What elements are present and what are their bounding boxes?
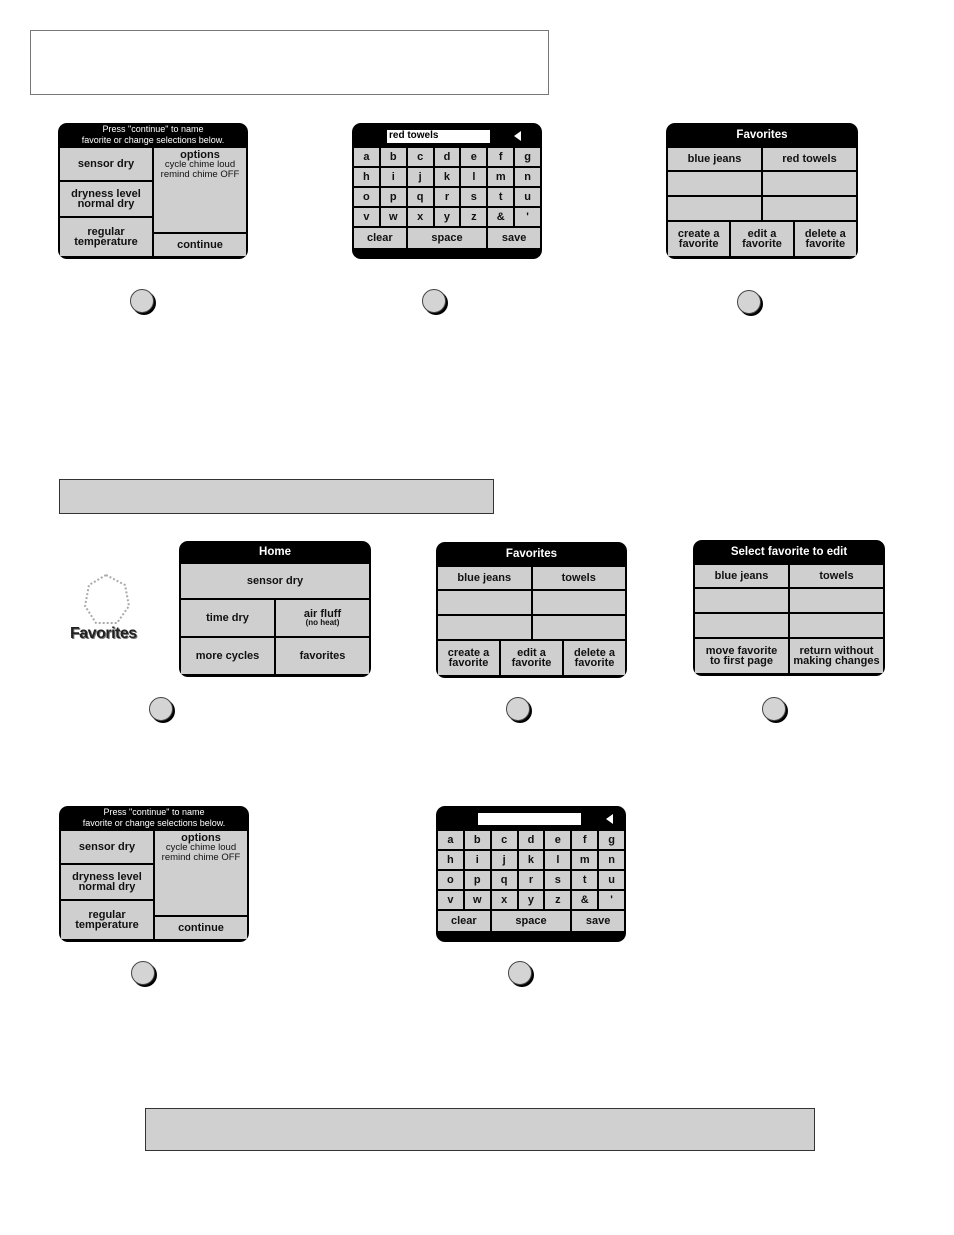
- key-c[interactable]: [492, 831, 517, 849]
- key-o[interactable]: [438, 871, 463, 889]
- favorite-slot-label: towels: [819, 570, 854, 582]
- options-header-line1: Press "continue" to name: [102, 124, 204, 134]
- key-d-label: d: [527, 834, 535, 846]
- key-m[interactable]: [572, 851, 597, 869]
- continue-button[interactable]: [155, 917, 247, 939]
- options-line2: remind chime OFF: [160, 169, 240, 180]
- key-ampersand-label: &: [580, 894, 589, 906]
- key-e-label: e: [470, 151, 477, 163]
- key-b-label: b: [473, 834, 481, 846]
- key-g-label: g: [524, 151, 531, 163]
- key-v-label: v: [447, 894, 454, 906]
- space-button[interactable]: [492, 911, 571, 931]
- key-u[interactable]: [599, 871, 624, 889]
- move-favorite-button-label-1: move favorite: [705, 645, 778, 657]
- key-v[interactable]: [438, 891, 463, 909]
- key-i[interactable]: [381, 168, 406, 186]
- key-d[interactable]: [519, 831, 544, 849]
- delete-favorite-button-label-2: favorite: [574, 657, 615, 669]
- space-button[interactable]: [408, 228, 487, 248]
- key-l-label: l: [556, 854, 560, 866]
- save-button-label: save: [585, 915, 611, 927]
- clear-button[interactable]: [438, 911, 490, 931]
- step-circle: [506, 697, 530, 721]
- options-screen-top: [58, 123, 248, 259]
- create-favorite-button-label-1: create a: [677, 228, 720, 240]
- key-g[interactable]: [599, 831, 624, 849]
- cycle-button[interactable]: [60, 148, 152, 180]
- create-favorite-button-label-2: favorite: [448, 657, 489, 669]
- favorite-slot[interactable]: [790, 565, 883, 587]
- dryness-button[interactable]: [60, 182, 152, 216]
- key-l-label: l: [472, 171, 476, 183]
- key-j[interactable]: [492, 851, 517, 869]
- return-without-changes-button-label-1: return without: [799, 645, 874, 657]
- edit-select-title: Select favorite to edit: [730, 546, 848, 558]
- key-l[interactable]: [461, 168, 486, 186]
- clear-button-label: clear: [367, 232, 393, 244]
- step-circle: [422, 289, 446, 313]
- dryness-value: normal dry: [78, 881, 136, 893]
- options-header: [59, 806, 249, 830]
- key-j-label: j: [502, 854, 506, 866]
- dryness-button[interactable]: [61, 865, 153, 899]
- key-c[interactable]: [408, 148, 433, 166]
- key-b[interactable]: [381, 148, 406, 166]
- backspace-icon[interactable]: [514, 131, 521, 141]
- favorite-slot[interactable]: [763, 197, 856, 220]
- keyboard-screen-bottom: [436, 806, 626, 942]
- key-n-label: n: [608, 854, 615, 866]
- clear-button[interactable]: [354, 228, 406, 248]
- favorites-button-label: Favorites: [70, 625, 137, 642]
- key-q[interactable]: [408, 188, 433, 206]
- key-t-label: t: [582, 874, 587, 886]
- key-apostrophe-label: ': [610, 894, 613, 906]
- key-k[interactable]: [435, 168, 460, 186]
- key-s[interactable]: [545, 871, 570, 889]
- key-f[interactable]: [488, 148, 513, 166]
- key-d-label: d: [443, 151, 451, 163]
- key-p[interactable]: [381, 188, 406, 206]
- favorite-slot[interactable]: [668, 197, 761, 220]
- key-j-label: j: [418, 171, 422, 183]
- temperature-button[interactable]: [61, 901, 153, 939]
- favorite-slot[interactable]: [438, 591, 531, 614]
- favorite-slot[interactable]: [438, 616, 531, 639]
- key-p[interactable]: [465, 871, 490, 889]
- cycle-label: sensor dry: [77, 158, 135, 170]
- favorites-title: Favorites: [505, 548, 558, 560]
- continue-label: continue: [178, 922, 224, 934]
- favorites-heptagon-icon[interactable]: [82, 572, 132, 626]
- key-n[interactable]: [515, 168, 540, 186]
- air-fluff-sublabel: (no heat): [305, 618, 340, 627]
- top-header-box: [30, 30, 549, 95]
- key-a[interactable]: [354, 148, 379, 166]
- key-h[interactable]: [354, 168, 379, 186]
- step-circle: [131, 961, 155, 985]
- key-e[interactable]: [545, 831, 570, 849]
- options-line2: remind chime OFF: [161, 852, 241, 863]
- edit-favorite-button-label-1: edit a: [517, 647, 546, 659]
- cycle-button[interactable]: [61, 831, 153, 863]
- key-w[interactable]: [465, 891, 490, 909]
- home-screen: [179, 541, 371, 677]
- options-screen-bottom: [59, 806, 249, 942]
- favorite-slot[interactable]: [668, 148, 761, 170]
- favorite-slot[interactable]: [533, 616, 626, 639]
- name-input[interactable]: red towels: [387, 130, 490, 143]
- footer-bar: [145, 1108, 815, 1151]
- key-f-label: f: [498, 151, 503, 163]
- options-header: [58, 123, 248, 147]
- create-favorite-button[interactable]: [668, 222, 729, 256]
- key-i[interactable]: [465, 851, 490, 869]
- favorites-button[interactable]: [276, 638, 369, 674]
- edit-favorite-button-label-2: favorite: [511, 657, 552, 669]
- key-i-label: i: [391, 171, 395, 183]
- key-k-label: k: [443, 171, 451, 183]
- key-k-label: k: [527, 854, 535, 866]
- options-header-line2: favorite or change selections below.: [81, 135, 225, 145]
- key-c-label: c: [501, 834, 508, 846]
- favorite-slot[interactable]: [533, 567, 626, 589]
- edit-favorite-button[interactable]: [501, 641, 562, 675]
- key-r-label: r: [528, 874, 534, 886]
- space-button-label: space: [431, 232, 463, 244]
- key-z[interactable]: [461, 208, 486, 226]
- key-x-label: x: [417, 211, 424, 223]
- key-ampersand[interactable]: [488, 208, 513, 226]
- dryness-value: normal dry: [77, 198, 135, 210]
- key-z[interactable]: [545, 891, 570, 909]
- dryness-label: dryness level: [71, 188, 141, 200]
- key-r[interactable]: [519, 871, 544, 889]
- key-s[interactable]: [461, 188, 486, 206]
- favorites-label: favorites: [299, 650, 346, 662]
- favorite-slot-label: blue jeans: [687, 153, 742, 165]
- key-x-label: x: [501, 894, 508, 906]
- temperature-line2: temperature: [74, 236, 138, 248]
- key-y-label: y: [527, 894, 535, 906]
- continue-button[interactable]: [154, 234, 246, 256]
- key-e[interactable]: [461, 148, 486, 166]
- options-header-line1: Press "continue" to name: [103, 807, 205, 817]
- key-t[interactable]: [488, 188, 513, 206]
- delete-favorite-button[interactable]: [564, 641, 625, 675]
- key-y[interactable]: [435, 208, 460, 226]
- key-ampersand[interactable]: [572, 891, 597, 909]
- key-f-label: f: [582, 834, 587, 846]
- key-q-label: q: [500, 874, 508, 886]
- temperature-line1: regular: [87, 226, 125, 238]
- delete-favorite-button-label-2: favorite: [805, 238, 846, 250]
- time-dry-label: time dry: [206, 612, 249, 624]
- cycle-label: sensor dry: [78, 841, 136, 853]
- key-b[interactable]: [465, 831, 490, 849]
- key-h[interactable]: [438, 851, 463, 869]
- favorite-slot[interactable]: [695, 565, 788, 587]
- edit-favorite-button-label-2: favorite: [742, 238, 782, 250]
- more-cycles-button[interactable]: [181, 638, 274, 674]
- key-x[interactable]: [408, 208, 433, 226]
- delete-favorite-button-label-1: delete a: [574, 647, 615, 659]
- step-circle: [130, 289, 154, 313]
- save-button[interactable]: [572, 911, 624, 931]
- favorite-slot[interactable]: [763, 148, 856, 170]
- key-o-label: o: [363, 191, 370, 203]
- options-panel[interactable]: [155, 831, 247, 915]
- favorite-slot-label: red towels: [782, 153, 837, 165]
- key-y[interactable]: [519, 891, 544, 909]
- key-w-label: w: [388, 211, 398, 223]
- favorite-slot[interactable]: [790, 589, 883, 612]
- step-circle: [762, 697, 786, 721]
- create-favorite-button[interactable]: [438, 641, 499, 675]
- air-fluff-button[interactable]: [276, 600, 369, 636]
- key-d[interactable]: [435, 148, 460, 166]
- key-s-label: s: [554, 874, 561, 886]
- favorite-slot-label: blue jeans: [457, 572, 512, 584]
- select-favorite-edit-screen: [693, 540, 885, 676]
- temperature-line2: temperature: [75, 919, 139, 931]
- favorite-slot-label: blue jeans: [714, 570, 769, 582]
- sensor-dry-button[interactable]: [181, 564, 369, 598]
- options-panel[interactable]: [154, 148, 246, 232]
- favorite-slot[interactable]: [438, 567, 531, 589]
- time-dry-button[interactable]: [181, 600, 274, 636]
- key-a-label: a: [363, 151, 370, 163]
- key-u-label: u: [608, 874, 615, 886]
- favorite-slot[interactable]: [763, 172, 856, 195]
- delete-favorite-button-label-1: delete a: [804, 228, 846, 240]
- temperature-line1: regular: [88, 909, 126, 921]
- more-cycles-label: more cycles: [195, 650, 260, 662]
- key-f[interactable]: [572, 831, 597, 849]
- key-q[interactable]: [492, 871, 517, 889]
- key-x[interactable]: [492, 891, 517, 909]
- space-button-label: space: [515, 915, 547, 927]
- key-p-label: p: [389, 191, 397, 203]
- key-e-label: e: [554, 834, 561, 846]
- options-line1: cycle chime loud: [164, 159, 236, 170]
- step-circle: [149, 697, 173, 721]
- key-apostrophe-label: ': [526, 211, 529, 223]
- delete-favorite-button[interactable]: [795, 222, 856, 256]
- key-t[interactable]: [572, 871, 597, 889]
- key-g[interactable]: [515, 148, 540, 166]
- key-o[interactable]: [354, 188, 379, 206]
- favorite-slot[interactable]: [668, 172, 761, 195]
- options-title: options: [181, 832, 221, 844]
- key-ampersand-label: &: [496, 211, 505, 223]
- section-heading-bar: [59, 479, 494, 514]
- clear-button-label: clear: [451, 915, 477, 927]
- key-q-label: q: [416, 191, 424, 203]
- key-v-label: v: [363, 211, 370, 223]
- save-button-label: save: [501, 232, 527, 244]
- save-button[interactable]: [488, 228, 540, 248]
- key-m-label: m: [495, 171, 506, 183]
- key-apostrophe[interactable]: [599, 891, 624, 909]
- options-title: options: [180, 149, 220, 161]
- temperature-button[interactable]: [60, 218, 152, 256]
- key-apostrophe[interactable]: [515, 208, 540, 226]
- key-u-label: u: [524, 191, 531, 203]
- key-z-label: z: [555, 894, 561, 906]
- key-m-label: m: [579, 854, 590, 866]
- name-input[interactable]: [478, 813, 581, 825]
- return-without-changes-button-label-2: making changes: [793, 655, 880, 667]
- create-favorite-button-label-1: create a: [447, 647, 490, 659]
- edit-favorite-button[interactable]: [731, 222, 792, 256]
- key-n-label: n: [524, 171, 531, 183]
- backspace-icon[interactable]: [606, 814, 613, 824]
- create-favorite-button-label-2: favorite: [678, 238, 719, 250]
- favorites-screen-middle: [436, 542, 627, 678]
- move-favorite-button[interactable]: [695, 639, 788, 673]
- favorite-slot[interactable]: [790, 614, 883, 637]
- key-a[interactable]: [438, 831, 463, 849]
- step-circle: [737, 290, 761, 314]
- key-s-label: s: [470, 191, 477, 203]
- key-u[interactable]: [515, 188, 540, 206]
- key-z-label: z: [471, 211, 477, 223]
- key-j[interactable]: [408, 168, 433, 186]
- sensor-dry-label: sensor dry: [246, 575, 304, 587]
- key-w[interactable]: [381, 208, 406, 226]
- favorite-slot[interactable]: [695, 614, 788, 637]
- key-i-label: i: [475, 854, 479, 866]
- key-p-label: p: [473, 874, 481, 886]
- favorite-slot[interactable]: [695, 589, 788, 612]
- key-r-label: r: [444, 191, 450, 203]
- favorites-screen-top: [666, 123, 858, 259]
- step-circle: [508, 961, 532, 985]
- favorite-slot-label: towels: [561, 572, 596, 584]
- move-favorite-button-label-2: to first page: [710, 655, 773, 667]
- key-r[interactable]: [435, 188, 460, 206]
- key-w-label: w: [472, 894, 482, 906]
- options-header-line2: favorite or change selections below.: [82, 818, 226, 828]
- key-g-label: g: [608, 834, 615, 846]
- key-h-label: h: [447, 854, 454, 866]
- home-title: Home: [259, 546, 291, 558]
- key-y-label: y: [443, 211, 451, 223]
- key-a-label: a: [447, 834, 454, 846]
- key-b-label: b: [389, 151, 397, 163]
- continue-label: continue: [177, 239, 223, 251]
- options-line1: cycle chime loud: [165, 842, 237, 853]
- key-v[interactable]: [354, 208, 379, 226]
- dryness-label: dryness level: [72, 871, 142, 883]
- key-t-label: t: [498, 191, 503, 203]
- key-l[interactable]: [545, 851, 570, 869]
- keyboard-screen-top: [352, 123, 542, 259]
- key-n[interactable]: [599, 851, 624, 869]
- favorite-slot[interactable]: [533, 591, 626, 614]
- key-h-label: h: [363, 171, 370, 183]
- edit-favorite-button-label-1: edit a: [747, 228, 777, 240]
- key-k[interactable]: [519, 851, 544, 869]
- favorites-title: Favorites: [736, 129, 788, 141]
- air-fluff-label: air fluff: [303, 608, 342, 620]
- return-without-changes-button[interactable]: [790, 639, 883, 673]
- key-m[interactable]: [488, 168, 513, 186]
- key-c-label: c: [417, 151, 424, 163]
- key-o-label: o: [447, 874, 454, 886]
